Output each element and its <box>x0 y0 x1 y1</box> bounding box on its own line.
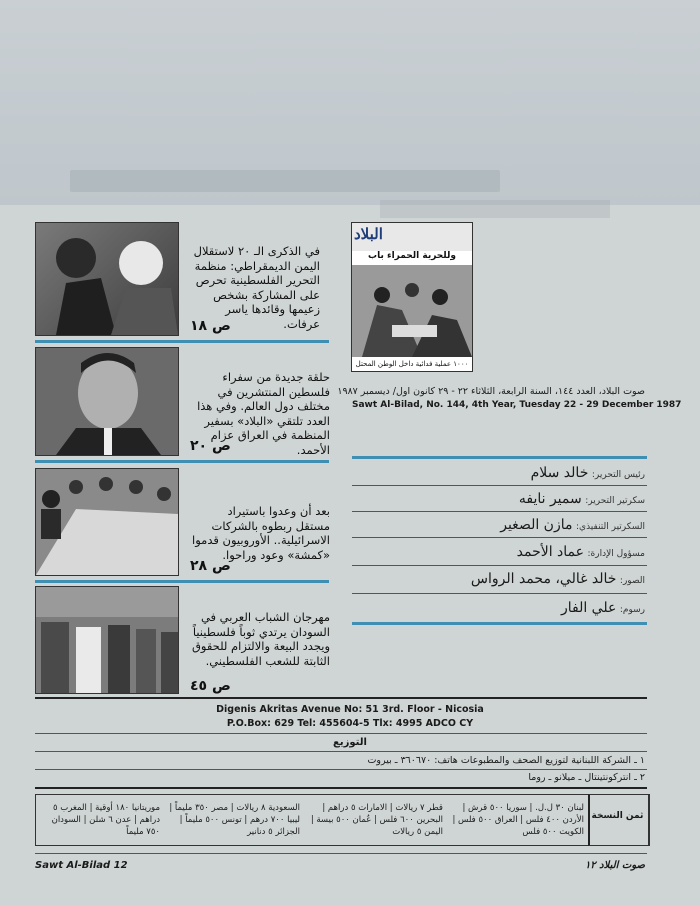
story-3-text: بعد أن وعدوا باستيراد مستقل ربطوه بالشركات الاسرائيلية.. الأوروبيون قدموا «كمشة» وعود وراحوا. <box>192 504 330 562</box>
arafat-photo <box>35 222 179 336</box>
meeting-photo <box>35 468 179 576</box>
story-4-text: مهرجان الشباب العربي في السودان يرتدي ثوباً فلسطينياً ويجدد البيعة والالتزام للحقوق الثابتة للشعب الفلسطيني. <box>191 610 330 668</box>
story-2-text: حلقة جديدة من سفراء فلسطين المنتشرين في مختلف دول العالم. وفي هذا العدد تلتقي «البلاد» بسفير المنظمة في العراق عزام الأحمد. <box>197 370 330 457</box>
festival-photo <box>35 586 179 694</box>
footer-rule <box>35 853 647 854</box>
staff-secretary: سكرتير التحرير: سمير نايفه <box>518 491 645 507</box>
ambassador-photo <box>35 347 179 456</box>
price-column-2: قطر ٧ ريالات | الامارات ٥ دراهم | البحرين ٦٠٠ فلس | عُمان ٥٠٠ بيسة | اليمن ٥ ريالات <box>310 803 443 837</box>
story-1-page: ص ١٨ <box>190 318 231 334</box>
cover-strip: ١٠٠٠ عملية فدائية داخل الوطن المحتل <box>352 357 472 371</box>
price-column-4: موريتانيا ١٨٠ أوقية | المغرب ٥ دراهم | عدن ٦ شلن | السودان ٧٥٠ مليماً <box>51 803 160 837</box>
cover-thumbnail <box>351 222 473 372</box>
story-3-page: ص ٢٨ <box>190 558 231 574</box>
footer-right: صوت البلاد ١٢ <box>584 860 645 871</box>
staff-editor: رئيس التحرير: خالد سلام <box>530 465 645 481</box>
staff-photos: الصور: خالد غالي، محمد الرواس <box>470 571 645 587</box>
staff-admin: مسؤول الإدارة: عماد الأحمد <box>516 544 645 560</box>
address-rule <box>35 697 647 699</box>
staff-rule <box>352 565 647 566</box>
divider-3 <box>35 580 329 583</box>
address-line-1: Digenis Akritas Avenue No: 51 3rd. Floor - Nicosia <box>216 704 484 715</box>
staff-top-bar <box>352 456 647 459</box>
price-column-3: السعودية ٨ ريالات | مصر ٣٥٠ مليماً | ليبيا ٧٠٠ درهم | تونس ٥٠٠ مليماً | الجزائر ٥ دنانير <box>169 803 300 837</box>
staff-rule <box>352 537 647 538</box>
address-rule-2 <box>35 733 647 734</box>
distribution-line-1: ١ ـ الشركة اللبنانية لتوزيع الصحف والمطبوعات هاتف: ٣٦٠٦٧٠ ـ بيروت <box>367 755 645 766</box>
story-2-page: ص ٢٠ <box>190 438 231 454</box>
staff-rule <box>352 593 647 594</box>
staff-bottom-bar <box>352 622 647 625</box>
faded-header-text <box>70 170 500 192</box>
staff-executive: السكرتير التنفيذي: مازن الصغير <box>500 517 645 533</box>
price-label: ثمن النسخة <box>591 811 644 821</box>
distribution-title: التوزيع <box>333 737 367 748</box>
divider-2 <box>35 460 329 463</box>
footer-left: Sawt Al-Bilad 12 <box>35 860 128 871</box>
cover-headline: وللحرية الحمراء باب <box>352 251 472 265</box>
staff-drawings: رسوم: علي الفار <box>560 600 645 616</box>
cover-logo: البلاد <box>354 225 383 243</box>
staff-rule <box>352 511 647 512</box>
prices-rule <box>35 787 647 789</box>
distribution-rule <box>35 769 647 770</box>
issue-caption-ar: صوت البلاد، العدد ١٤٤، السنة الرابعة، الثلاثاء ٢٢ - ٢٩ كانون اول/ ديسمبر ١٩٨٧ <box>337 386 645 397</box>
divider-1 <box>35 340 329 343</box>
story-4-page: ص ٤٥ <box>190 678 231 694</box>
issue-caption-en: Sawt Al-Bilad, No. 144, 4th Year, Tuesday 22 - 29 December 1987 <box>352 400 682 410</box>
address-line-2: P.O.Box: 629 Tel: 455604-5 Tlx: 4995 ADCO CY <box>226 718 474 729</box>
distribution-rule <box>35 751 647 752</box>
faded-subtext <box>380 200 610 218</box>
story-1-text: في الذكرى الـ ٢٠ لاستقلال اليمن الديمقراطي: منظمة التحرير الفلسطينية تحرص على المشاركة بشخص زعيمها وقائدها ياسر عرفات. <box>193 244 320 331</box>
price-column-1: لبنان ٣٠ ل.ل. | سوريا ٥٠٠ قرش | الأردن ٤٠٠ فلس | العراق ٥٠٠ فلس | الكويت ٥٠٠ فلس <box>452 803 584 837</box>
distribution-line-2: ٢ ـ انتركونتينتال ـ ميلانو ـ روما <box>528 772 645 783</box>
staff-rule <box>352 485 647 486</box>
